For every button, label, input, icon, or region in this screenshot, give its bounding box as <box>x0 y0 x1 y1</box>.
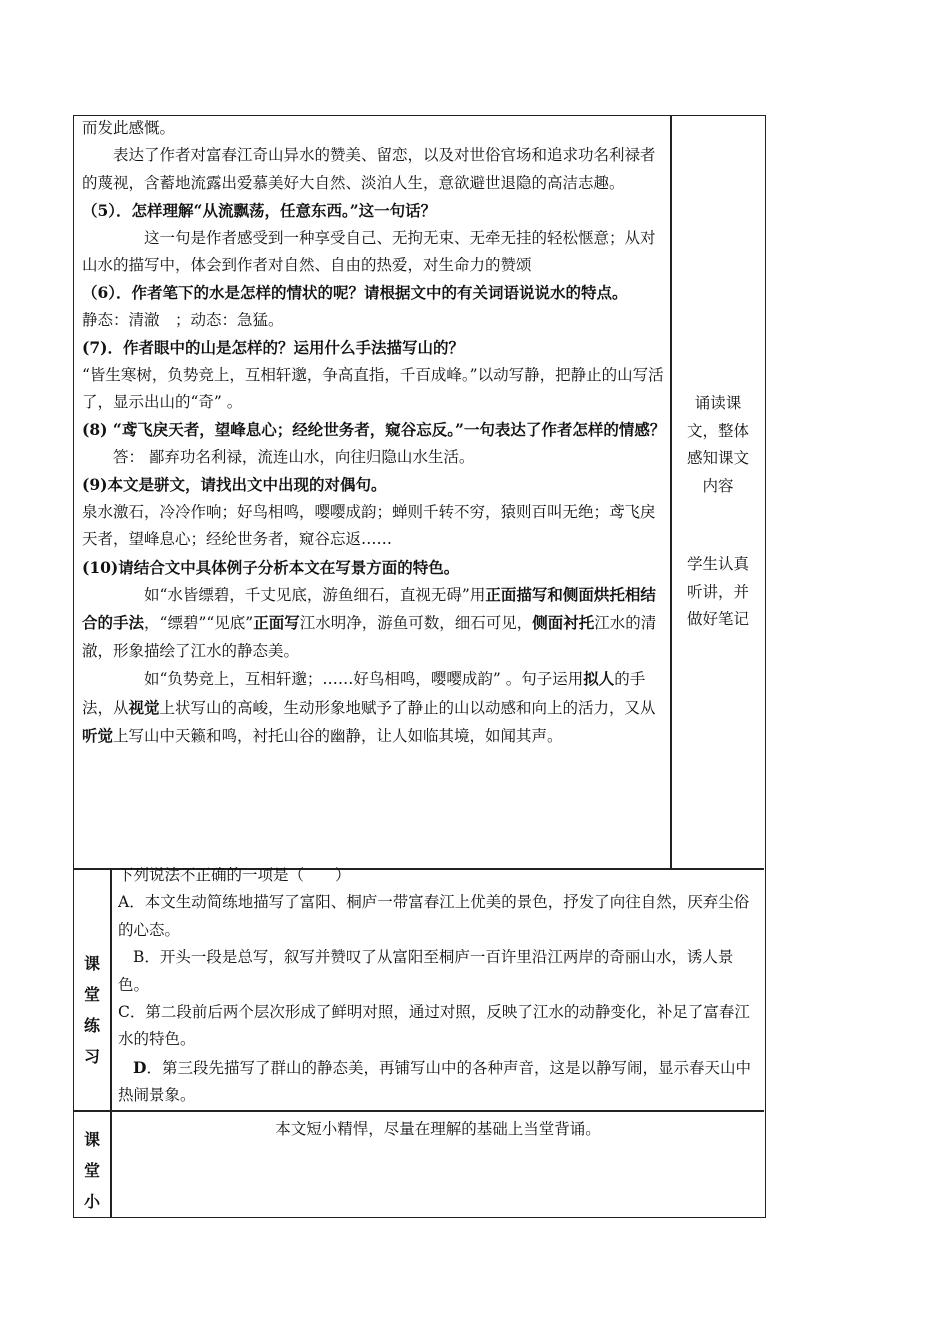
label-column-divider <box>110 868 112 1218</box>
question: （6）．作者笔下的水是怎样的情状的呢？请根据文中的有关词语说说水的特点。 <box>82 283 628 303</box>
section-label-practice: 课 堂 练 习 <box>83 954 100 1066</box>
question: (8) “鸢飞戾天者，望峰息心；经纶世务者，窥谷忘反。”一句表达了作者怎样的情感？ <box>82 420 666 440</box>
column-divider <box>670 116 672 868</box>
answer: “皆生寒树，负势竞上，互相轩邈，争高直指，千百成峰。”以动写静，把静止的山写活了，显示出山的“奇” 。 <box>82 365 664 412</box>
paragraph: 表达了作者对富春江奇山异水的赞美、留恋，以及对世俗官场和追求功名利禄者的蔑视，含蓄地流露出爱慕美好大自然、淡泊人生，意欲避世退隐的高洁志趣。 <box>82 146 656 192</box>
question: (10)请结合文中具体例子分析本文在写景方面的特色。 <box>82 557 460 577</box>
section-label-summary: 课 堂 小 <box>83 1130 100 1211</box>
row-divider <box>74 1110 764 1112</box>
question: (9)本文是骈文，请找出文中出现的对偶句。 <box>82 475 387 495</box>
analysis-content <box>82 115 666 750</box>
side-note-listening: 学生认真 听讲，并 做好笔记 <box>686 555 749 628</box>
answer: 泉水激石，冷冷作响；好鸟相鸣，嘤嘤成韵；蝉则千转不穷，猿则百叫无绝；鸢飞戾天者，望峰息心；经纶世务者，窥谷忘返…… <box>82 502 656 549</box>
side-note-reading: 诵读课 文，整体 感知课文 内容 <box>686 394 749 495</box>
option-a: A．本文生动简练地描写了富阳、桐庐一带富春江上优美的景色，抒发了向往自然，厌弃尘俗的心态。 <box>118 893 750 939</box>
answer: 这一句是作者感受到一种享受自己、无拘无束、无牵无挂的轻松惬意；从对山水的描写中，体会到作者对自然、自由的热爱，对生命力的赞颂 <box>82 228 656 275</box>
question: (7)．作者眼中的山是怎样的？运用什么手法描写山的？ <box>82 338 464 358</box>
lesson-table <box>73 115 766 1218</box>
practice-content <box>118 862 758 1110</box>
practice-question: 下列说法不正确的一项是（ ） <box>118 866 351 884</box>
option-b: B．开头一段是总写，叙写并赞叹了从富阳至桐庐一百许里沿江两岸的奇丽山水，诱人景色。 <box>118 948 734 994</box>
option-c: C．第二段前后两个层次形成了鲜明对照，通过对照，反映了江水的动静变化，补足了富春江水的特色。 <box>118 1003 750 1049</box>
answer-paragraph: 如“水皆缥碧，千丈见底，游鱼细石，直视无碍”用正面描写和侧面烘托相结合的手法，“缥碧”“见底”正面写江水明净，游鱼可数，细石可见，侧面衬托江水的清澈，形象描绘了江水的静态美。 <box>82 584 657 660</box>
answer-paragraph: 如“负势竞上，互相轩邈；……好鸟相鸣，嘤嘤成韵” 。句子运用拟人的手法，从视觉上状写山的高峻，生动形象地赋予了静止的山以动感和向上的活力，又从听觉上写山中天籁和鸣，衬托山谷的幽静，让人如临其境，如闻其声。 <box>82 669 656 745</box>
summary-content: 本文短小精悍，尽量在理解的基础上当堂背诵。 <box>275 1120 601 1138</box>
option-d: D．第三段先描写了群山的静态美，再铺写山中的各种声音，这是以静写闹，显示春天山中热闹景象。 <box>118 1057 751 1105</box>
answer: 答： 鄙弃功名利禄，流连山水，向往归隐山水生活。 <box>113 447 475 466</box>
answer: 静态：清澈 ；动态：急猛。 <box>82 310 284 329</box>
question: （5）．怎样理解“从流飘荡，任意东西。”这一句话？ <box>82 201 437 221</box>
paragraph: 而发此感慨。 <box>82 119 176 137</box>
